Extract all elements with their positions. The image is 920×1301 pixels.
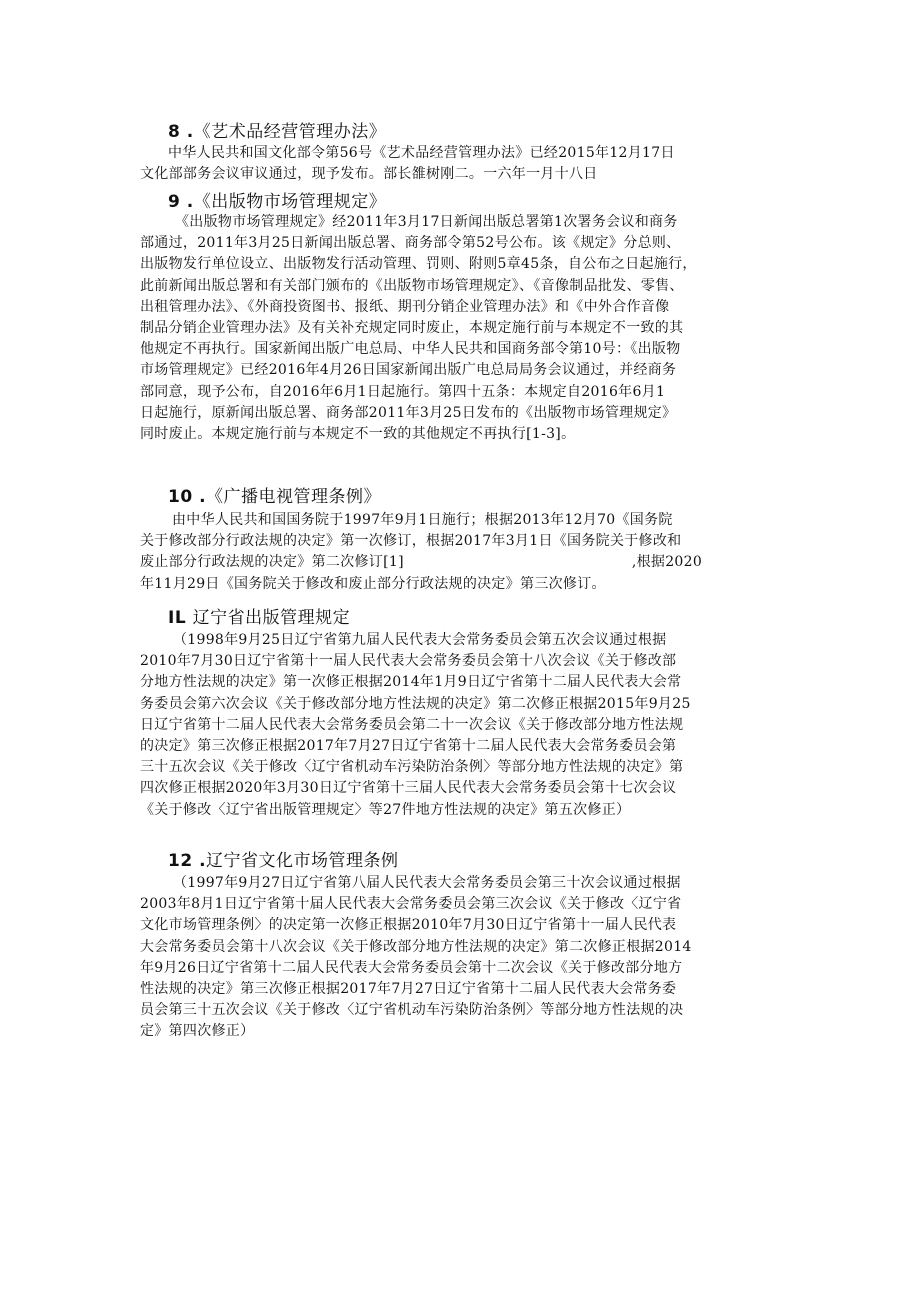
- section-12-body: [140, 873, 784, 1043]
- section-10-body: [140, 510, 784, 595]
- section-12-title: 辽宁省文化市场管理条例: [206, 851, 399, 871]
- section-11-line-2: 2010年7月30日辽宁省第十一届人民代表大会常务委员会第十八次会议《关于修改部: [140, 653, 677, 670]
- section-9-line-6: 制品分销企业管理办法》及有关补充规定同时废止，本规定施行前与本规定不一致的其: [140, 320, 684, 337]
- section-10-line-1: 由中华人民共和国国务院于1997年9月1日施行；根据2013年12月70《国务院: [172, 512, 673, 528]
- section-10-line-3-tail: ,根据2020: [631, 554, 703, 571]
- section-9-body: [140, 212, 784, 445]
- section-11-heading: [168, 603, 350, 628]
- section-10-title: 《广播电视管理条例》: [206, 487, 382, 507]
- section-12-line-8: 定》第四次修正）: [140, 1023, 255, 1040]
- section-10-line-2: 关于修改部分行政法规的决定》第一次修订，根据2017年3月1日《国务院关于修改和: [140, 533, 682, 550]
- section-9-line-7: 他规定不再执行。国家新闻出版广电总局、中华人民共和国商务部令第10号：《出版物: [140, 341, 681, 358]
- section-11-line-8: 四次修正根据2020年3月30日辽宁省第十三届人民代表大会常务委员会第十七次会议: [140, 780, 677, 797]
- section-12-heading: [168, 846, 399, 871]
- section-9-line-5: 出租管理办法》、《外商投资图书、报纸、期刊分销企业管理办法》和《中外合作音像: [140, 298, 670, 315]
- section-12-line-1: （1997年9月27日辽宁省第八届人民代表大会常务委员会第三十次会议通过根据: [173, 875, 681, 891]
- section-9-line-9: 部同意，现予公布，自2016年6月1日起施行。第四十五条：本规定自2016年6月1: [140, 383, 666, 400]
- section-10-number: 10 .: [168, 487, 207, 507]
- section-8-title: 《艺术品经营管理办法》: [193, 122, 387, 142]
- section-11-body: [140, 630, 784, 821]
- section-8-body: [140, 143, 784, 185]
- section-11-line-4: 务委员会第六次会议《关于修改部分地方性法规的决定》第二次修正根据2015年9月25: [140, 695, 691, 712]
- section-9-line-4: 此前新闻出版总署和有关部门颁布的《出版物市场管理规定》、《音像制品批发、零售、: [140, 277, 684, 294]
- section-9-line-8: 市场管理规定》已经2016年4月26日国家新闻出版广电总局局务会议通过，并经商务: [140, 362, 677, 379]
- section-12-line-2: 2003年8月1日辽宁省第十届人民代表大会常务委员会第三次会议《关于修改〈辽宁省: [140, 896, 682, 913]
- section-11-line-1: （1998年9月25日辽宁省第九届人民代表大会常务委员会第五次会议通过根据: [173, 632, 667, 648]
- section-11-line-9: 《关于修改〈辽宁省出版管理规定〉等27件地方性法规的决定》第五次修正）: [140, 801, 631, 818]
- section-11-line-7: 三十五次会议《关于修改〈辽宁省机动车污染防治条例〉等部分地方性法规的决定》第: [140, 759, 684, 776]
- section-12-number: 12 .: [168, 851, 207, 871]
- section-10-line-3: [140, 552, 784, 573]
- section-9-line-3: 出版物发行单位设立、出版物发行活动管理、罚则、附则5章45条，自公布之日起施行，: [140, 256, 697, 273]
- section-9-number: 9 .: [168, 192, 194, 212]
- section-12-line-4: 大会常务委员会第十八次会议《关于修改部分地方性法规的决定》第二次修正根据2014: [140, 938, 692, 955]
- section-9-line-10: 日起施行，原新闻出版总署、商务部2011年3月25日发布的《出版物市场管理规定》: [140, 404, 677, 421]
- section-8-number: 8 .: [168, 122, 194, 142]
- section-11-title: 辽宁省出版管理规定: [192, 608, 351, 628]
- section-11-line-6: 的决定》第三次修正根据2017年7月27日辽宁省第十二届人民代表大会常务委员会第: [140, 738, 677, 755]
- section-11-line-5: 日辽宁省第十二届人民代表大会常务委员会第二十一次会议《关于修改部分地方性法规: [140, 716, 684, 733]
- section-12-line-5: 年9月26日辽宁省第十二届人民代表大会常务委员会第十二次会议《关于修改部分地方: [140, 959, 683, 976]
- section-8-line-1: 中华人民共和国文化部令第56号《艺术品经营管理办法》已经2015年12月17日: [168, 145, 675, 161]
- section-8-line-2: 文化部部务会议审议通过，现予发布。部长雒树刚二。一六年一月十八日: [140, 166, 598, 183]
- section-10-heading: [168, 482, 381, 507]
- section-10-line-4: 年11月29日《国务院关于修改和废止部分行政法规的决定》第三次修订。: [140, 575, 606, 592]
- section-11-line-3: 分地方性法规的决定》第一次修正根据2014年1月9日辽宁省第十二届人民代表大会常: [140, 674, 682, 691]
- section-9-line-11: 同时废止。本规定施行前与本规定不一致的其他规定不再执行[1-3]。: [140, 426, 576, 443]
- section-12-line-3: 文化市场管理条例〉的决定第一次修正根据2010年7月30日辽宁省第十一届人民代表: [140, 917, 677, 934]
- section-9-heading: [168, 187, 386, 212]
- section-9-line-1: 《出版物市场管理规定》经2011年3月17日新闻出版总署第1次署务会议和商务: [175, 214, 678, 230]
- section-12-line-6: 性法规的决定》第三次修正根据2017年7月27日辽宁省第十二届人民代表大会常务委: [140, 981, 677, 998]
- section-8-heading: [168, 117, 386, 142]
- section-9-line-2: 部通过，2011年3月25日新闻出版总署、商务部令第52号公布。该《规定》分总则、: [140, 235, 681, 252]
- section-11-number: IL: [168, 608, 187, 628]
- section-10-line-3-head: 废止部分行政法规的决定》第二次修订[1]: [140, 554, 404, 571]
- section-12-line-7: 员会第三十五次会议《关于修改〈辽宁省机动车污染防治条例〉等部分地方性法规的决: [140, 1002, 684, 1019]
- section-9-title: 《出版物市场管理规定》: [193, 192, 387, 212]
